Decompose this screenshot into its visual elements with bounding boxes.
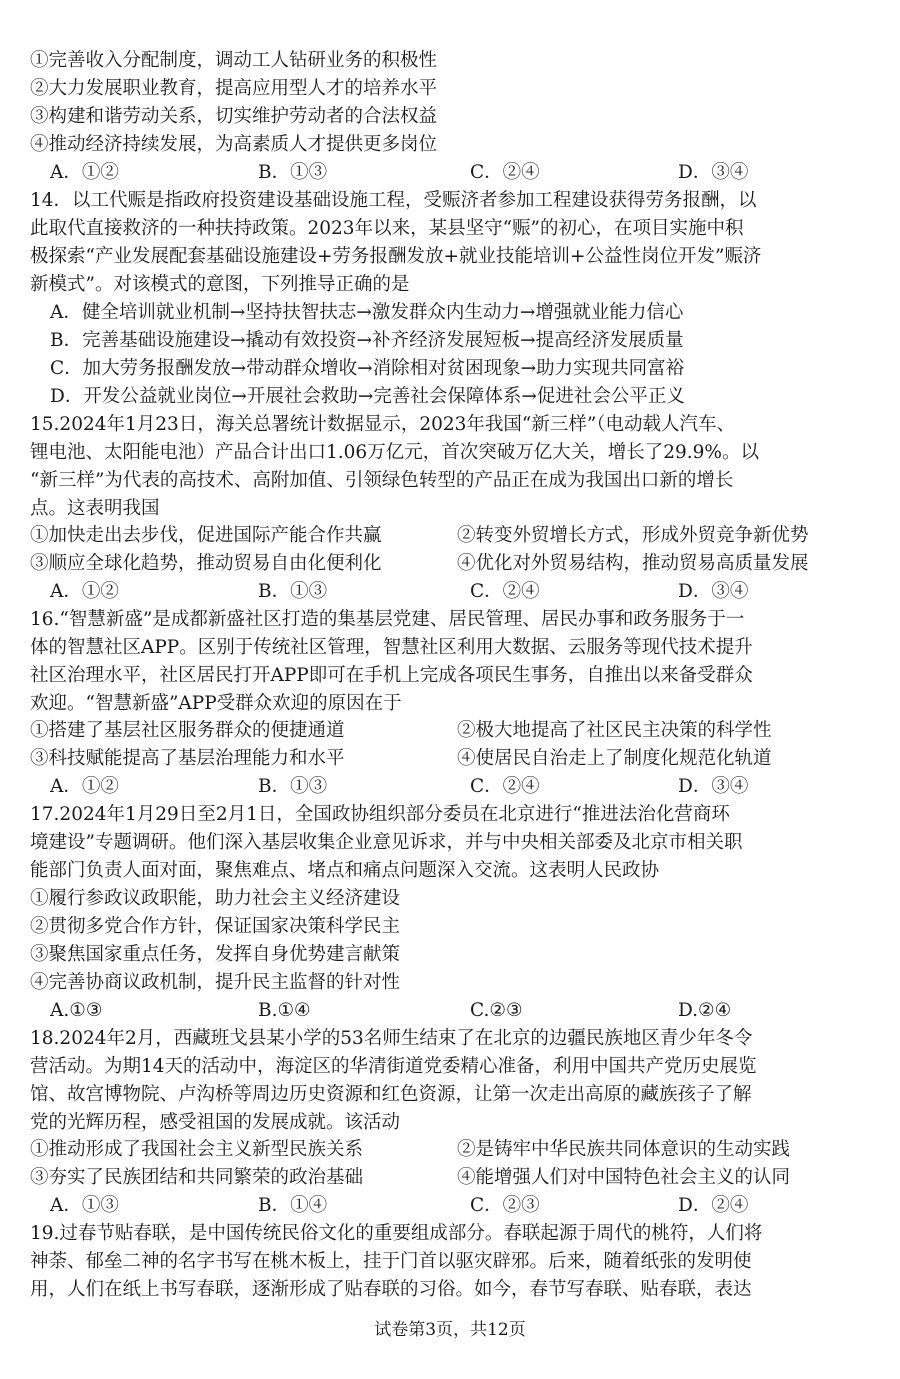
- statement: ③科技赋能提高了基层治理能力和水平: [30, 748, 345, 769]
- statement-pair: [30, 550, 872, 579]
- statement-line: ③聚焦国家重点任务，发挥自身优势建言献策: [30, 944, 401, 965]
- question-19-text: 19.过春节贴春联，是中国传统民俗文化的重要组成部分。春联起源于周代的桃符，人们将: [30, 1223, 763, 1244]
- question-17-text: 能部门负责人面对面，聚焦难点、堵点和痛点问题深入交流。这表明人民政协: [30, 860, 660, 881]
- option-a: A．健全培训就业机制→坚持扶智扶志→激发群众内生动力→增强就业能力信心: [50, 302, 684, 323]
- option-a: A．①③: [50, 1195, 119, 1216]
- question-19-text: 神荼、郁垒二神的名字书写在桃木板上，挂于门首以驱灾辟邪。后来，随着纸张的发明使: [30, 1251, 752, 1272]
- option-a: A．①②: [50, 581, 119, 602]
- question-15-text: 15.2024年1月23日，海关总署统计数据显示，2023年我国“新三样”（电动载人汽车、: [30, 414, 736, 435]
- option-d: D．③④: [678, 162, 749, 183]
- statement: ④使居民自治走上了制度化规范化轨道: [457, 748, 772, 769]
- question-18-text: 营活动。为期14天的活动中，海淀区的华清街道党委精心准备，利用中国共产党历史展览: [30, 1056, 757, 1077]
- question-17-text: 境建设”专题调研。他们深入基层收集企业意见诉求，并与中央相关部委及北京市相关职: [30, 832, 743, 853]
- option-d: D．开发公益就业岗位→开展社会救助→完善社会保障体系→促进社会公平正义: [50, 386, 685, 407]
- statement: ①推动形成了我国社会主义新型民族关系: [30, 1139, 364, 1160]
- answer-options: [50, 578, 872, 607]
- question-14-text: 此取代直接救济的一种扶持政策。2023年以来，某县坚守“赈”的初心，在项目实施中积: [30, 218, 744, 239]
- question-16-text: 社区治理水平，社区居民打开APP即可在手机上完成各项民生事务，自推出以来备受群众: [30, 665, 753, 686]
- statement-line: ②大力发展职业教育，提高应用型人才的培养水平: [30, 78, 438, 99]
- option-d: D.②④: [678, 1000, 732, 1021]
- statement: ③夯实了民族团结和共同繁荣的政治基础: [30, 1167, 364, 1188]
- question-15-text: 锂电池、太阳能电池）产品合计出口1.06万亿元，首次突破万亿大关，增长了29.9%。以: [30, 442, 759, 463]
- statement-line: ④完善协商议政机制，提升民主监督的针对性: [30, 972, 401, 993]
- option-d: D．②④: [678, 1195, 749, 1216]
- option-b: B．①③: [258, 162, 328, 183]
- question-17-text: 17.2024年1月29日至2月1日，全国政协组织部分委员在北京进行“推进法治化营商环: [30, 804, 730, 825]
- question-18-text: 馆、故宫博物院、卢沟桥等周边历史资源和红色资源，让第一次走出高原的藏族孩子了解: [30, 1084, 752, 1105]
- statement-line: ①完善收入分配制度，调动工人钻研业务的积极性: [30, 50, 438, 71]
- statement-line: ③构建和谐劳动关系，切实维护劳动者的合法权益: [30, 106, 438, 127]
- answer-options: [50, 997, 872, 1026]
- option-b: B．①④: [258, 1195, 328, 1216]
- statement: ②是铸牢中华民族共同体意识的生动实践: [457, 1139, 791, 1160]
- statement-pair: [30, 717, 872, 746]
- answer-options: [50, 159, 872, 188]
- question-14-text: 新模式”。对该模式的意图，下列推导正确的是: [30, 274, 410, 295]
- option-a: A．①②: [50, 162, 119, 183]
- statement-pair: [30, 1136, 872, 1165]
- option-b: B．完善基础设施建设→撬动有效投资→补齐经济发展短板→提高经济发展质量: [50, 330, 684, 351]
- statement: ①搭建了基层社区服务群众的便捷通道: [30, 720, 345, 741]
- question-15-text: “新三样”为代表的高技术、高附加值、引领绿色转型的产品正在成为我国出口新的增长: [30, 470, 734, 491]
- statement: ④优化对外贸易结构，推动贸易高质量发展: [457, 553, 809, 574]
- statement: ④能增强人们对中国特色社会主义的认同: [457, 1167, 791, 1188]
- statement: ③顺应全球化趋势，推动贸易自由化便利化: [30, 553, 382, 574]
- question-14-text: 14．以工代赈是指政府投资建设基础设施工程，受赈济者参加工程建设获得劳务报酬，以: [30, 190, 757, 211]
- question-16-text: 16.“智慧新盛”是成都新盛社区打造的集基层党建、居民管理、居民办事和政务服务于一: [30, 609, 745, 630]
- statement-pair: [30, 522, 872, 551]
- option-a: A．①②: [50, 776, 119, 797]
- statement-pair: [30, 1164, 872, 1193]
- question-19-text: 用，人们在纸上书写春联，逐渐形成了贴春联的习俗。如今，春节写春联、贴春联，表达: [30, 1279, 752, 1300]
- option-b: B．①③: [258, 776, 328, 797]
- option-c: C．②④: [470, 776, 540, 797]
- option-c: C.②③: [470, 1000, 523, 1021]
- statement-line: ①履行参政议政职能，助力社会主义经济建设: [30, 888, 401, 909]
- option-c: C．②③: [470, 1195, 540, 1216]
- statement: ②极大地提高了社区民主决策的科学性: [457, 720, 772, 741]
- question-14-text: 极探索“产业发展配套基础设施建设+劳务报酬发放+就业技能培训+公益性岗位开发”赈济: [30, 246, 762, 267]
- question-18-text: 党的光辉历程，感受祖国的发展成就。该活动: [30, 1112, 401, 1133]
- option-c: C．加大劳务报酬发放→带动群众增收→消除相对贫困现象→助力实现共同富裕: [50, 358, 685, 379]
- statement: ①加快走出去步伐，促进国际产能合作共赢: [30, 525, 382, 546]
- option-d: D．③④: [678, 581, 749, 602]
- question-15-text: 点。这表明我国: [30, 498, 160, 519]
- question-16-text: 体的智慧社区APP。区别于传统社区管理，智慧社区利用大数据、云服务等现代技术提升: [30, 637, 753, 658]
- statement-pair: [30, 745, 872, 774]
- option-b: B.①④: [258, 1000, 311, 1021]
- statement: ②转变外贸增长方式，形成外贸竞争新优势: [457, 525, 809, 546]
- answer-options: [50, 1192, 872, 1221]
- question-16-text: 欢迎。“智慧新盛”APP受群众欢迎的原因在于: [30, 693, 402, 714]
- option-b: B．①③: [258, 581, 328, 602]
- option-d: D．③④: [678, 776, 749, 797]
- answer-options: [50, 773, 872, 802]
- option-a: A.①③: [50, 1000, 103, 1021]
- option-c: C．②④: [470, 162, 540, 183]
- question-18-text: 18.2024年2月，西藏班戈县某小学的53名师生结束了在北京的边疆民族地区青少年冬令: [30, 1028, 753, 1049]
- statement-line: ④推动经济持续发展，为高素质人才提供更多岗位: [30, 134, 438, 155]
- option-c: C．②④: [470, 581, 540, 602]
- statement-line: ②贯彻多党合作方针，保证国家决策科学民主: [30, 916, 401, 937]
- page-footer: 试卷第3页，共12页: [374, 1320, 526, 1340]
